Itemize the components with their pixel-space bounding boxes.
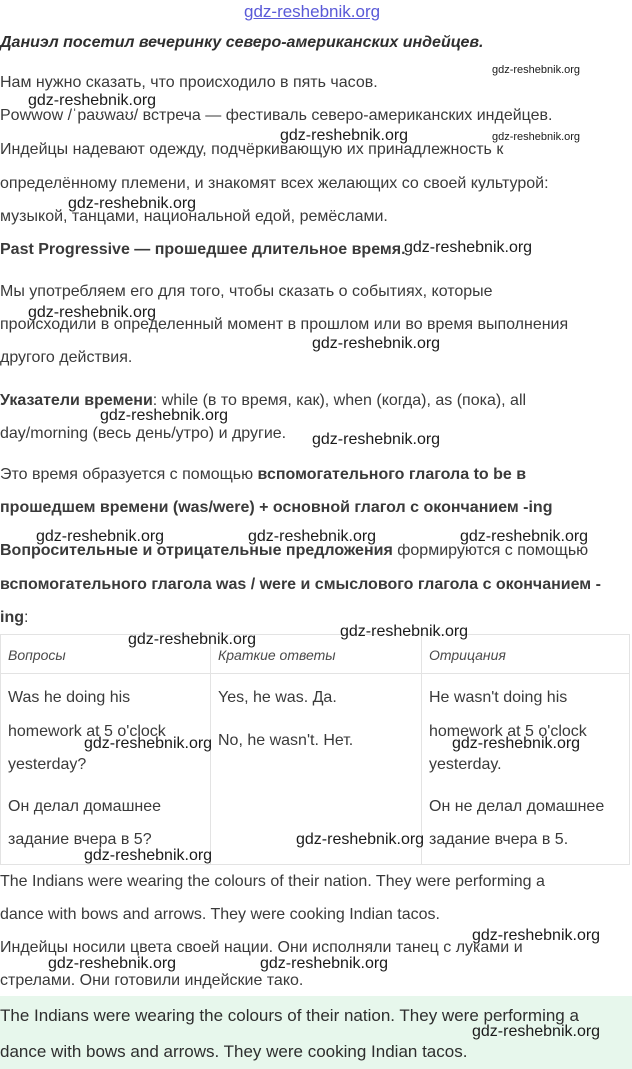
- example-en-line-1: The Indians were wearing the colours of their nation. They were performing a: [0, 873, 545, 890]
- watermark-text: gdz-reshebnik.org: [452, 735, 581, 752]
- markers-label: Указатели времени: [0, 392, 153, 409]
- usage-line-1: Мы употребляем его для того, чтобы сказать о событиях, которые: [0, 283, 493, 300]
- intro-line-4: определённому племени, и знакомят всех желающих со своей культурой:: [0, 175, 549, 192]
- watermark-text: gdz-reshebnik.org: [84, 735, 213, 752]
- table-col-divider-2: [421, 635, 422, 864]
- intro-line-5: музыкой, танцами, национальной едой, ремёслами.: [0, 208, 388, 225]
- watermark-link[interactable]: gdz-reshebnik.org: [244, 2, 381, 21]
- example-ru-line-2: стрелами. Они готовили индейские тако.: [0, 972, 304, 989]
- intro-line-1: Нам нужно сказать, что происходило в пять часов.: [0, 74, 378, 91]
- formation-line-1: [0, 466, 526, 484]
- table-cell-n-1: He wasn't doing his: [429, 689, 568, 706]
- formation-bold-1: вспомогательного глагола to be в: [257, 466, 527, 483]
- watermark-text: gdz-reshebnik.org: [84, 847, 213, 864]
- answer-line-1: The Indians were wearing the colours of their nation. They were performing a: [0, 1006, 579, 1025]
- example-ru-line-1: Индейцы носили цвета своей нации. Они исполняли танец с луками и: [0, 939, 523, 956]
- intro-title: Даниэл посетил вечеринку северо-американских индейцев.: [0, 34, 484, 51]
- watermark-text: gdz-reshebnik.org: [492, 131, 581, 143]
- watermark-text: gdz-reshebnik.org: [404, 239, 533, 256]
- table-header-negatives: Отрицания: [429, 647, 506, 663]
- questions-bold: Вопросительные и отрицательные предложения: [0, 542, 393, 559]
- watermark-text: gdz-reshebnik.org: [28, 92, 157, 109]
- table-header-questions: Вопросы: [8, 647, 66, 663]
- table-cell-q-3: yesterday?: [8, 756, 87, 773]
- markers-line-1: [0, 392, 526, 410]
- formation-line-2: прошедшем времени (was/were) + основной глагол с окончанием -ing: [0, 499, 553, 516]
- table-cell-n-2: homework at 5 o'clock: [429, 723, 587, 740]
- intro-line-3: Индейцы надевают одежду, подчёркивающую их принадлежность к: [0, 141, 504, 158]
- watermark-text: gdz-reshebnik.org: [492, 64, 581, 76]
- watermark-text: gdz-reshebnik.org: [68, 195, 197, 212]
- answer-line-2: dance with bows and arrows. They were cooking Indian tacos.: [0, 1042, 468, 1061]
- formation-prefix: Это время образуется с помощью: [0, 466, 258, 483]
- watermark-text: gdz-reshebnik.org: [48, 955, 177, 972]
- intro-line-2: Powwow /ˈpaʊwaʊ/ встреча — фестиваль северо-американских индейцев.: [0, 107, 553, 124]
- watermark-text: gdz-reshebnik.org: [280, 127, 409, 144]
- table-cell-a-1: Yes, he was. Да.: [218, 689, 337, 706]
- markers-line-2: day/morning (весь день/утро) и другие.: [0, 425, 287, 442]
- questions-line-3: [0, 609, 28, 627]
- table-cell-n-3: yesterday.: [429, 756, 502, 773]
- usage-line-3: другого действия.: [0, 349, 133, 366]
- watermark-text: gdz-reshebnik.org: [472, 927, 601, 944]
- questions-rest: формируются с помощью: [392, 542, 589, 559]
- grammar-heading: Past Progressive — прошедшее длительное время.: [0, 241, 406, 258]
- usage-line-2: происходили в определенный момент в прошлом или во время выполнения: [0, 316, 569, 333]
- markers-text: : while (в то время, как), when (когда), as (пока), all: [152, 392, 527, 409]
- watermark-text: gdz-reshebnik.org: [340, 623, 469, 640]
- table-cell-n-5: задание вчера в 5.: [429, 831, 569, 848]
- watermark-text: gdz-reshebnik.org: [460, 528, 589, 545]
- table-header-divider: [1, 673, 629, 674]
- table-cell-q-2: homework at 5 o'clock: [8, 723, 166, 740]
- table-cell-a-2: No, he wasn't. Нет.: [218, 732, 354, 749]
- table-cell-n-4: Он не делал домашнее: [429, 798, 605, 815]
- table-cell-q-5: задание вчера в 5?: [8, 831, 152, 848]
- watermark-text: gdz-reshebnik.org: [472, 1023, 601, 1040]
- watermark-text: gdz-reshebnik.org: [36, 528, 165, 545]
- table-header-short-answers: Краткие ответы: [218, 647, 336, 663]
- questions-ing: ing: [0, 609, 24, 626]
- table-cell-q-1: Was he doing his: [8, 689, 131, 706]
- questions-line-2: вспомогательного глагола was / were и смыслового глагола с окончанием -: [0, 576, 601, 593]
- watermark-text: gdz-reshebnik.org: [128, 631, 257, 648]
- watermark-text: gdz-reshebnik.org: [260, 955, 389, 972]
- watermark-text: gdz-reshebnik.org: [312, 431, 441, 448]
- watermark-text: gdz-reshebnik.org: [248, 528, 377, 545]
- table-cell-q-4: Он делал домашнее: [8, 798, 162, 815]
- watermark-text: gdz-reshebnik.org: [296, 831, 425, 848]
- watermark-text: gdz-reshebnik.org: [312, 335, 441, 352]
- watermark-text: gdz-reshebnik.org: [100, 407, 229, 424]
- example-en-line-2: dance with bows and arrows. They were cooking Indian tacos.: [0, 906, 440, 923]
- watermark-text: gdz-reshebnik.org: [28, 304, 157, 321]
- questions-colon: :: [24, 609, 29, 626]
